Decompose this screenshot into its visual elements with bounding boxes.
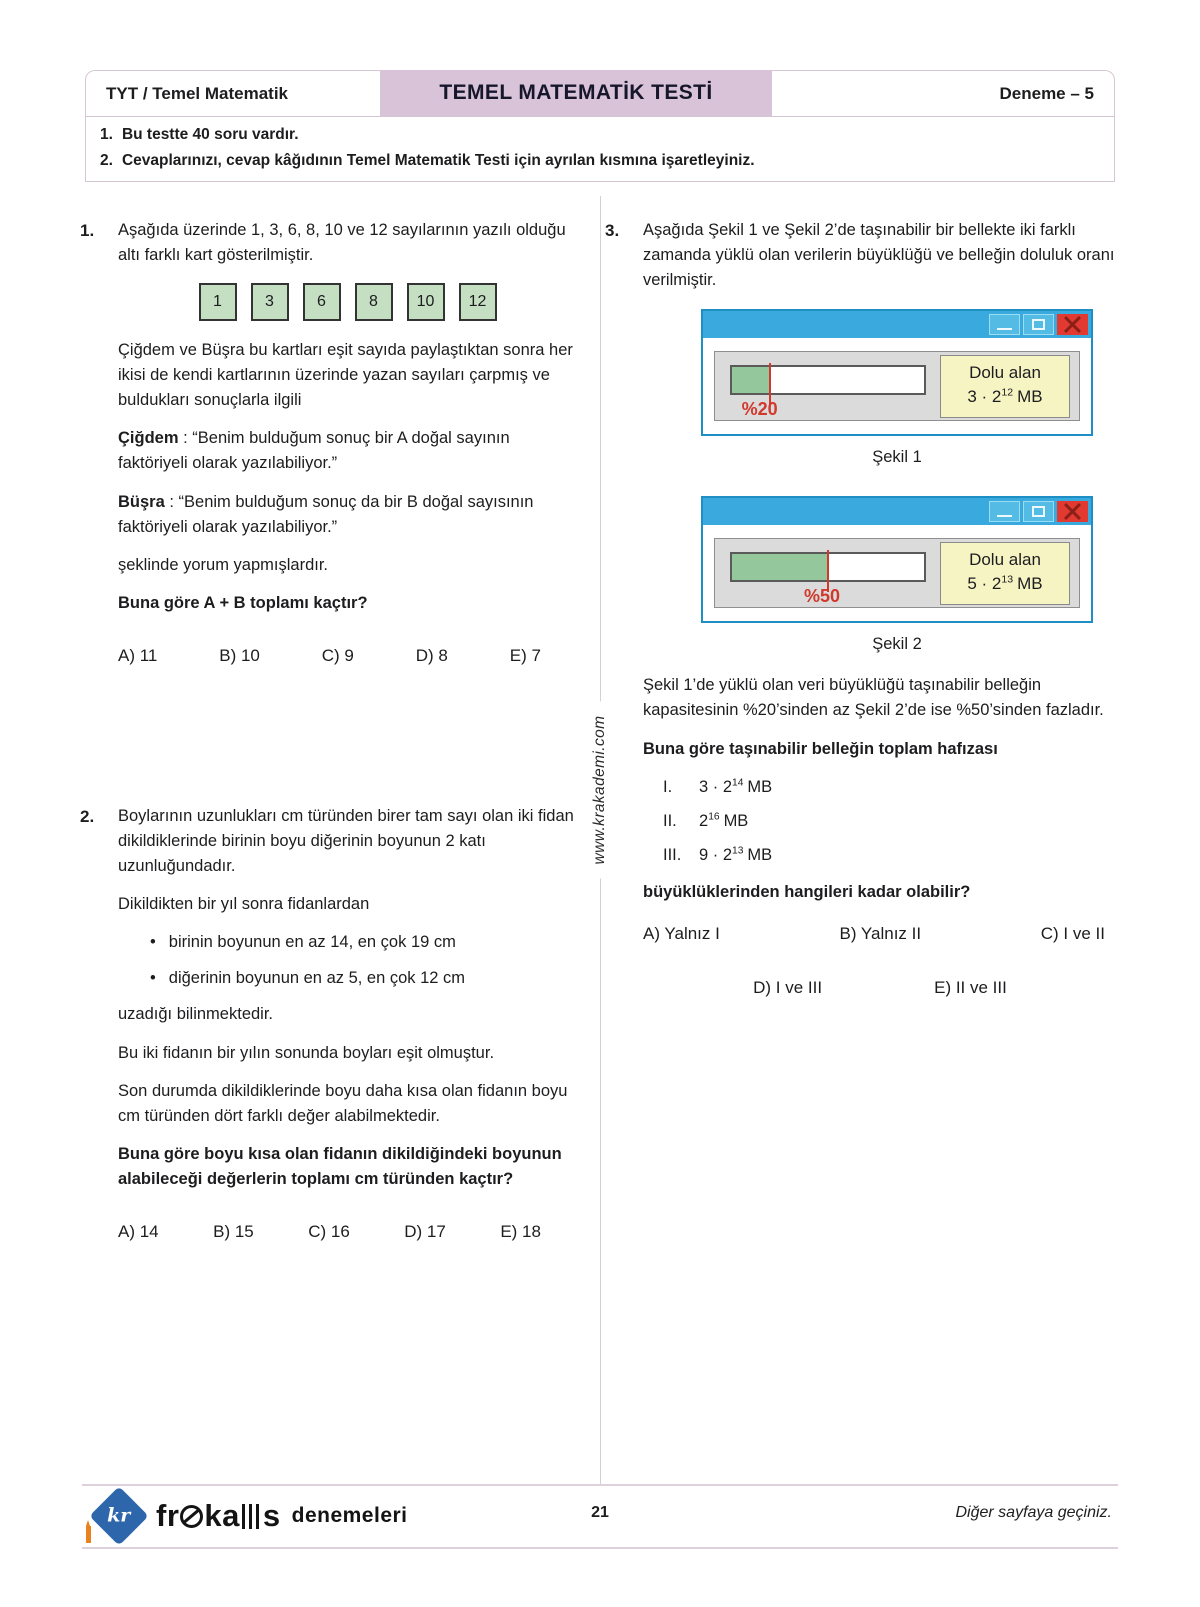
window-titlebar: [703, 311, 1091, 338]
question-stem: Buna göre boyu kısa olan fidanın dikildiğindeki boyunun alabileceği değerlerin toplamı cm türünden kaçtır?: [118, 1144, 562, 1188]
header-right-title: [771, 70, 1115, 116]
dolu-alan-title: Dolu alan: [969, 362, 1041, 382]
bullet-icon: [150, 930, 156, 955]
pencil-icon: [86, 1526, 91, 1543]
bullet-item: [118, 966, 577, 991]
dolu-alan-value: $5 \cdot 2^{13}$ MB: [967, 573, 1043, 593]
speaker-name: Büşra: [118, 492, 165, 511]
question-text: Aşağıda Şekil 1 ve Şekil 2’de taşınabilir bir bellekte iki farklı zamanda yüklü olan verilerin büyüklüğü ve belleğin doluluk oranı verilmiştir.: [643, 221, 1115, 290]
percent-label: %20: [741, 399, 778, 420]
option-e: E) 7: [509, 645, 541, 665]
question-text: uzadığı bilinmektedir.: [118, 1005, 274, 1024]
figure-1: [701, 309, 1093, 470]
number-cards: [118, 283, 577, 321]
percent-label: %50: [804, 586, 841, 607]
option-b: B) Yalnız II: [839, 923, 922, 943]
question-number: 2.: [80, 807, 95, 826]
number-card: 8: [355, 283, 393, 321]
instruction-line: [100, 126, 1104, 144]
dolu-alan-title: Dolu alan: [969, 550, 1041, 570]
right-column: [605, 218, 1117, 1001]
memory-panel: [714, 538, 1080, 608]
question-3: [605, 218, 1117, 1001]
option-d: D) 8: [415, 645, 448, 665]
progress-bar: [730, 552, 926, 582]
memory-window-1: [701, 309, 1093, 436]
instruction-number: 2.: [100, 152, 113, 169]
question-number: 1.: [80, 221, 95, 240]
question-text: Aşağıda üzerinde 1, 3, 6, 8, 10 ve 12 sayılarının yazılı olduğu altı farklı kart gösterilmiştir.: [118, 221, 566, 265]
question-text: Boylarının uzunlukları cm türünden birer tam sayı olan iki fidan dikildiklerinde birinin boyu diğerinin boyunun 2 katı uzunluğundadır.: [118, 807, 574, 876]
close-icon: [1057, 314, 1088, 335]
window-titlebar: [703, 498, 1091, 525]
progress-fill: [732, 367, 770, 393]
instructions-box: [85, 116, 1115, 182]
instruction-text: Bu testte 40 soru vardır.: [121, 126, 299, 143]
question-text: Bu iki fidanın bir yılın sonunda boyları eşit olmuştur.: [118, 1043, 495, 1062]
watermark-url: www.krakademi.com: [591, 702, 609, 879]
answer-options-row1: [643, 921, 1117, 947]
option-e: E) II ve III: [934, 977, 1007, 997]
logo-subtitle: denemeleri: [291, 1504, 408, 1527]
question-number: 3.: [605, 221, 620, 240]
maximize-icon: [1023, 501, 1054, 522]
option-e: E) 18: [500, 1221, 541, 1241]
header-left-title: [85, 70, 381, 116]
roman-item: I. $3 \cdot 2^{14}$ MB: [663, 775, 1117, 800]
option-a: A) Yalnız I: [643, 923, 720, 943]
close-icon: [1057, 501, 1088, 522]
course-label: TYT / Temel Matematik: [106, 83, 289, 103]
logo-wordmark: fr ka s denemeleri: [156, 1498, 408, 1533]
option-d: D) I ve III: [753, 977, 823, 997]
answer-options: [118, 1219, 577, 1245]
left-column: [80, 218, 577, 1241]
speaker-quote: [118, 490, 577, 540]
progress-bar: [730, 365, 926, 395]
answer-options: [118, 643, 577, 669]
number-card: 6: [303, 283, 341, 321]
progress-fill: [732, 554, 828, 580]
instruction-text: Cevaplarınızı, cevap kâğıdının Temel Matematik Testi için ayrılan kısmına işaretleyiniz.: [121, 152, 755, 169]
exam-number-label: Deneme – 5: [999, 83, 1094, 103]
roman-list: [663, 775, 1117, 868]
maximize-icon: [1023, 314, 1054, 335]
footer-rule-bottom: [82, 1547, 1118, 1549]
footer-rule-top: [82, 1484, 1118, 1486]
question-text: Dikildikten bir yıl sonra fidanlardan: [118, 895, 370, 914]
question-lead: Buna göre taşınabilir belleğin toplam hafızası: [643, 739, 998, 758]
next-page-note: Diğer sayfaya geçiniz.: [955, 1504, 1112, 1521]
option-c: C) I ve II: [1040, 923, 1105, 943]
speaker-text: : “Benim bulduğum sonuç da bir B doğal sayısının faktöriyeli olarak yazılabiliyor.”: [118, 492, 534, 536]
option-a: A) 11: [118, 645, 158, 665]
question-text: Çiğdem ve Büşra bu kartları eşit sayıda paylaştıktan sonra her ikisi de kendi kartlarının üzerinde yazan sayıları çarpmış ve buldukları sonuçlarla ilgili: [118, 341, 573, 410]
speaker-name: Çiğdem: [118, 429, 179, 448]
dolu-alan-value: $3 \cdot 2^{12}$ MB: [967, 386, 1043, 406]
option-b: B) 15: [213, 1221, 254, 1241]
header-center-title: [381, 70, 771, 116]
option-c: C) 16: [308, 1221, 350, 1241]
memory-window-2: [701, 496, 1093, 623]
number-card: 1: [199, 283, 237, 321]
page-number: 21: [591, 1504, 609, 1521]
roman-item: II. $2^{16}$ MB: [663, 809, 1117, 834]
kr-diamond-icon: kr: [89, 1486, 148, 1545]
answer-options-row2: [643, 975, 1117, 1001]
minimize-icon: [989, 501, 1020, 522]
number-card: 3: [251, 283, 289, 321]
question-text: Şekil 1’de yüklü olan veri büyüklüğü taşınabilir belleğin kapasitesinin %20’sinden az Şekil 2’de ise %50’sinden fazladır.: [643, 676, 1104, 720]
dolu-alan-box: [940, 542, 1070, 605]
option-b: B) 10: [219, 645, 260, 665]
roman-value: $3 \cdot 2^{14}$ MB: [699, 777, 773, 796]
question-text: Son durumda dikildiklerinde boyu daha kısa olan fidanın boyu cm türünden dört farklı değer alabilmektedir.: [118, 1081, 568, 1125]
question-text: şeklinde yorum yapmışlardır.: [118, 555, 328, 574]
instruction-line: [100, 152, 1104, 170]
question-stem: Buna göre A + B toplamı kaçtır?: [118, 593, 368, 612]
roman-value: $9 \cdot 2^{13}$ MB: [699, 845, 773, 864]
figure-caption: Şekil 2: [872, 635, 922, 654]
number-card: 12: [459, 283, 497, 321]
option-a: A) 14: [118, 1221, 159, 1241]
speaker-quote: [118, 426, 577, 476]
test-title: TEMEL MATEMATİK TESTİ: [439, 81, 713, 104]
dolu-alan-box: [940, 355, 1070, 418]
question-stem: büyüklüklerinden hangileri kadar olabilir?: [643, 882, 971, 901]
memory-panel: [714, 351, 1080, 421]
figure-caption: Şekil 1: [872, 448, 922, 467]
bullet-text: diğerinin boyunun en az 5, en çok 12 cm: [168, 969, 466, 988]
option-d: D) 17: [404, 1221, 446, 1241]
figure-2: [701, 496, 1093, 657]
minimize-icon: [989, 314, 1020, 335]
instruction-number: 1.: [100, 126, 113, 143]
question-2: [80, 804, 577, 1245]
option-c: C) 9: [321, 645, 354, 665]
number-card: 10: [407, 283, 445, 321]
question-1: [80, 218, 577, 669]
bullet-item: [118, 930, 577, 955]
bullet-text: birinin boyunun en az 14, en çok 19 cm: [168, 933, 456, 952]
bullet-icon: [150, 966, 156, 991]
speaker-text: : “Benim bulduğum sonuç bir A doğal sayının faktöriyeli olarak yazılabiliyor.”: [118, 429, 510, 473]
roman-value: $2^{16}$ MB: [699, 811, 749, 830]
roman-item: III. $9 \cdot 2^{13}$ MB: [663, 843, 1117, 868]
